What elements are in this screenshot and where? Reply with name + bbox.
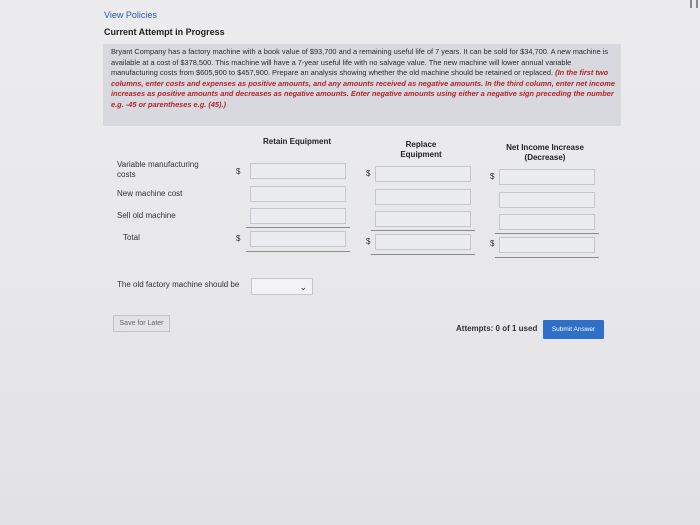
decision-select[interactable] bbox=[251, 278, 313, 295]
retain-variable-input[interactable] bbox=[250, 163, 346, 179]
decision-question: The old factory machine should be bbox=[117, 280, 240, 289]
problem-instructions: (In the first two columns, enter costs and expenses as positive amounts, and any amounts received as negative amounts. In the third column, enter net income increases as positive amounts and decreases as negative amounts. Enter negative amounts using either a negative sign preceding the number e.g. -45 or parentheses e.g. (45).) bbox=[111, 68, 615, 109]
row-label-sell-old: Sell old machine bbox=[117, 211, 176, 220]
replace-sell-old-input[interactable] bbox=[375, 211, 471, 227]
currency-symbol: $ bbox=[366, 237, 371, 246]
total-rule bbox=[495, 257, 599, 258]
replace-new-machine-input[interactable] bbox=[375, 189, 471, 205]
problem-text bbox=[111, 47, 616, 111]
row-label-total: Total bbox=[123, 233, 140, 242]
problem-panel bbox=[103, 44, 621, 126]
chevron-down-icon: ⌄ bbox=[299, 282, 307, 292]
subtotal-rule bbox=[495, 233, 599, 234]
attempt-status: Current Attempt in Progress bbox=[104, 27, 225, 37]
replace-variable-input[interactable] bbox=[375, 166, 471, 182]
column-header-replace: Replace Equipment bbox=[400, 140, 442, 159]
retain-new-machine-input[interactable] bbox=[250, 186, 346, 202]
view-policies-link[interactable]: View Policies bbox=[104, 10, 157, 20]
column-header-retain: Retain Equipment bbox=[262, 137, 331, 146]
currency-symbol: $ bbox=[366, 169, 371, 178]
problem-description: Bryant Company has a factory machine with a book value of $93,700 and a remaining useful life of 7 years. It can be sold for $34,700. A new machine is available at a cost of $378,500. This machine will have a 7-year useful life with no salvage value. The new machine will lower annual variable manufacturing costs from $605,900 to $457,900. Prepare an analysis showing whether the old machine should be retained or replaced. bbox=[111, 47, 609, 78]
currency-symbol: $ bbox=[236, 234, 241, 243]
replace-total-input[interactable] bbox=[375, 234, 471, 250]
net-sell-old-input[interactable] bbox=[499, 214, 595, 230]
submit-answer-button[interactable]: Submit Answer bbox=[543, 320, 604, 339]
subtotal-rule bbox=[371, 230, 475, 231]
currency-symbol: $ bbox=[490, 172, 495, 181]
row-label-variable: Variable manufacturing costs bbox=[117, 160, 199, 179]
net-new-machine-input[interactable] bbox=[499, 192, 595, 208]
retain-total-input[interactable] bbox=[250, 231, 346, 247]
column-header-net: Net Income Increase (Decrease) bbox=[506, 143, 584, 162]
total-rule bbox=[246, 251, 350, 252]
currency-symbol: $ bbox=[236, 167, 241, 176]
total-rule bbox=[371, 254, 475, 255]
window-corner-icon bbox=[690, 0, 698, 8]
retain-sell-old-input[interactable] bbox=[250, 208, 346, 224]
save-for-later-button[interactable]: Save for Later bbox=[113, 315, 170, 332]
net-total-input[interactable] bbox=[499, 237, 595, 253]
subtotal-rule bbox=[246, 227, 350, 228]
row-label-new-machine: New machine cost bbox=[117, 189, 183, 198]
net-variable-input[interactable] bbox=[499, 169, 595, 185]
attempts-counter: Attempts: 0 of 1 used bbox=[456, 324, 538, 333]
currency-symbol: $ bbox=[490, 239, 495, 248]
